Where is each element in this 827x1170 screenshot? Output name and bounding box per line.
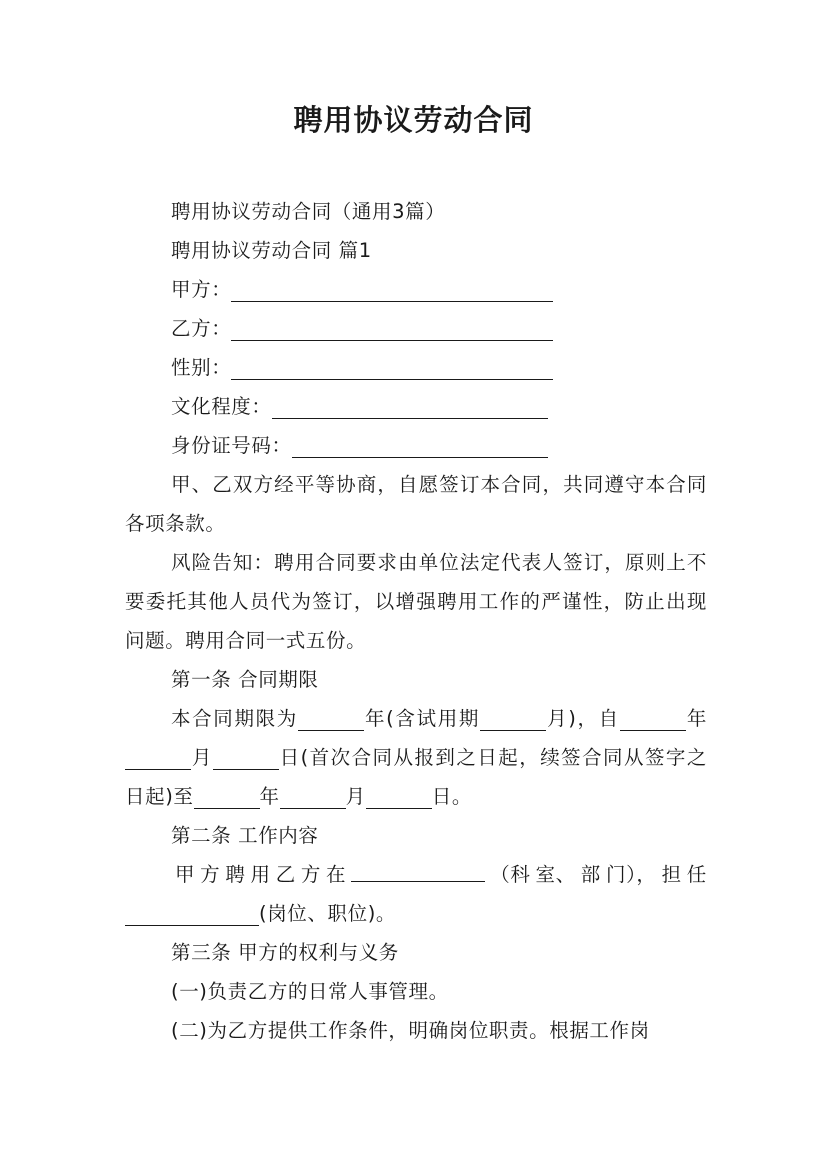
end-month-blank bbox=[280, 782, 346, 809]
text-fragment: 乙 bbox=[275, 863, 296, 886]
education-blank bbox=[272, 392, 548, 419]
text-fragment: (岗位、职位)。 bbox=[259, 902, 397, 925]
end-year-blank bbox=[194, 782, 260, 809]
article3-item-1: (一)负责乙方的日常人事管理。 bbox=[171, 980, 449, 1003]
field-gender bbox=[125, 348, 707, 387]
article1-paragraph bbox=[125, 699, 707, 816]
text-fragment: 日。 bbox=[431, 785, 472, 808]
risk-paragraph: 风险告知：聘用合同要求由单位法定代表人签订，原则上不要委托其他人员代为签订，以增强聘用工作的严谨性，防止出现问题。聘用合同一式五份。 bbox=[125, 551, 707, 652]
start-day-blank bbox=[213, 743, 279, 770]
gender-blank bbox=[231, 353, 553, 380]
id-number-blank bbox=[292, 431, 548, 458]
agreement-paragraph: 甲、乙双方经平等协商，自愿签订本合同，共同遵守本合同各项条款。 bbox=[125, 473, 707, 535]
article2-position-line bbox=[125, 894, 707, 933]
text-fragment: 年(含试用期 bbox=[363, 707, 481, 730]
text-fragment: 月)，自 bbox=[546, 707, 620, 730]
article2-heading: 第二条 工作内容 bbox=[171, 824, 319, 847]
text-fragment: 月 bbox=[191, 746, 213, 769]
text-fragment: 方 bbox=[300, 863, 321, 886]
end-day-blank bbox=[366, 782, 432, 809]
text-fragment: 聘 bbox=[225, 863, 246, 886]
text-fragment: 甲 bbox=[175, 863, 196, 886]
intro-line: 聘用协议劳动合同（通用3篇） bbox=[171, 200, 446, 223]
text-fragment: 任 bbox=[686, 863, 707, 886]
text-fragment: 月 bbox=[345, 785, 366, 808]
article3-heading: 第三条 甲方的权利与义务 bbox=[171, 941, 399, 964]
field-party-b bbox=[125, 309, 707, 348]
party-b-blank bbox=[231, 314, 553, 341]
text-fragment: 担 bbox=[661, 863, 682, 886]
field-label: 性别： bbox=[171, 356, 232, 379]
article3-item-2: (二)为乙方提供工作条件，明确岗位职责。根据工作岗 bbox=[171, 1019, 650, 1042]
party-a-blank bbox=[231, 275, 553, 302]
part-heading: 聘用协议劳动合同 篇1 bbox=[171, 239, 372, 262]
document-body bbox=[125, 192, 707, 1050]
text-fragment: 部 bbox=[580, 863, 601, 886]
field-party-a bbox=[125, 270, 707, 309]
text-fragment: （科 bbox=[490, 863, 531, 886]
text-fragment: 用 bbox=[250, 863, 271, 886]
position-blank bbox=[125, 899, 259, 926]
field-id-number bbox=[125, 426, 707, 465]
text-fragment: 在 bbox=[326, 863, 347, 886]
article1-heading: 第一条 合同期限 bbox=[171, 668, 319, 691]
field-education bbox=[125, 387, 707, 426]
text-fragment: 本合同期限为 bbox=[171, 707, 298, 730]
start-month-blank bbox=[125, 743, 191, 770]
department-blank bbox=[351, 855, 485, 882]
document-title: 聘用协议劳动合同 bbox=[293, 103, 534, 137]
article2-line bbox=[125, 855, 707, 894]
start-year-blank bbox=[620, 704, 686, 731]
text-fragment: 年 bbox=[259, 785, 280, 808]
field-label: 乙方： bbox=[171, 317, 232, 340]
text-fragment: 方 bbox=[200, 863, 221, 886]
field-label: 文化程度： bbox=[171, 395, 272, 418]
text-fragment: 日(首次合同从报到之日起，续签合同从签字之日起)至 bbox=[125, 746, 707, 808]
years-blank bbox=[298, 704, 364, 731]
text-fragment: 年 bbox=[685, 707, 707, 730]
probation-months-blank bbox=[480, 704, 546, 731]
field-label: 身份证号码： bbox=[171, 434, 292, 457]
field-label: 甲方： bbox=[171, 278, 232, 301]
text-fragment: 门）， bbox=[605, 863, 657, 886]
text-fragment: 室、 bbox=[535, 863, 576, 886]
